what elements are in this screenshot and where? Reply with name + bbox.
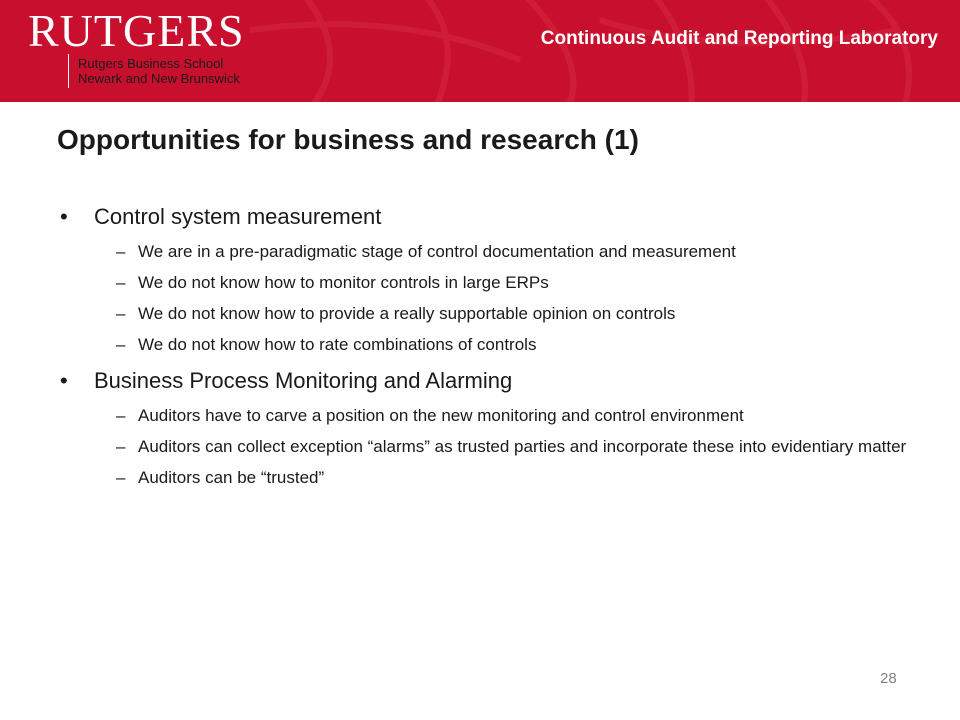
bullet-control-system — [58, 200, 918, 234]
dash-icon: – — [116, 242, 126, 261]
sub-bullet-text: Auditors can be “trusted” — [138, 468, 325, 487]
page-number: 28 — [880, 670, 897, 687]
dash-icon: – — [116, 406, 126, 425]
logo-subtitle — [78, 56, 240, 86]
bullet-icon: • — [60, 204, 68, 229]
sub-bullet — [58, 271, 918, 294]
slide-title: Opportunities for business and research (1) — [57, 124, 639, 155]
slide-content — [58, 200, 918, 497]
bullet-business-process — [58, 364, 918, 398]
sub-bullet-text: Auditors have to carve a position on the new monitoring and control environment — [138, 406, 744, 425]
dash-icon: – — [116, 437, 126, 456]
sub-bullet-text: We do not know how to rate combinations of controls — [138, 335, 537, 354]
rutgers-logo-wordmark: RUTGERS — [28, 5, 245, 56]
dash-icon: – — [116, 304, 126, 323]
sub-bullet — [58, 466, 918, 489]
sub-bullet — [58, 302, 918, 325]
sub-bullet — [58, 240, 918, 263]
sub-bullet — [58, 435, 918, 458]
dash-icon: – — [116, 273, 126, 292]
sub-bullet-text: We do not know how to provide a really supportable opinion on controls — [138, 304, 676, 323]
sub-bullet — [58, 404, 918, 427]
bullet-text: Control system measurement — [94, 204, 382, 229]
bullet-icon: • — [60, 368, 68, 393]
sub-bullet-text: We are in a pre-paradigmatic stage of control documentation and measurement — [138, 242, 736, 261]
dash-icon: – — [116, 468, 126, 487]
sub-bullet-text: We do not know how to monitor controls in large ERPs — [138, 273, 549, 292]
logo-subtitle-line1: Rutgers Business School — [78, 56, 224, 71]
sub-bullet-text: Auditors can collect exception “alarms” as trusted parties and incorporate these into evidentiary matter — [138, 437, 907, 456]
sub-bullet — [58, 333, 918, 356]
logo-subtitle-line2: Newark and New Brunswick — [78, 71, 240, 86]
header-banner — [0, 0, 960, 102]
lab-title: Continuous Audit and Reporting Laboratory — [540, 28, 938, 49]
dash-icon: – — [116, 335, 126, 354]
logo-divider — [30, 54, 69, 88]
bullet-text: Business Process Monitoring and Alarming — [94, 368, 513, 393]
